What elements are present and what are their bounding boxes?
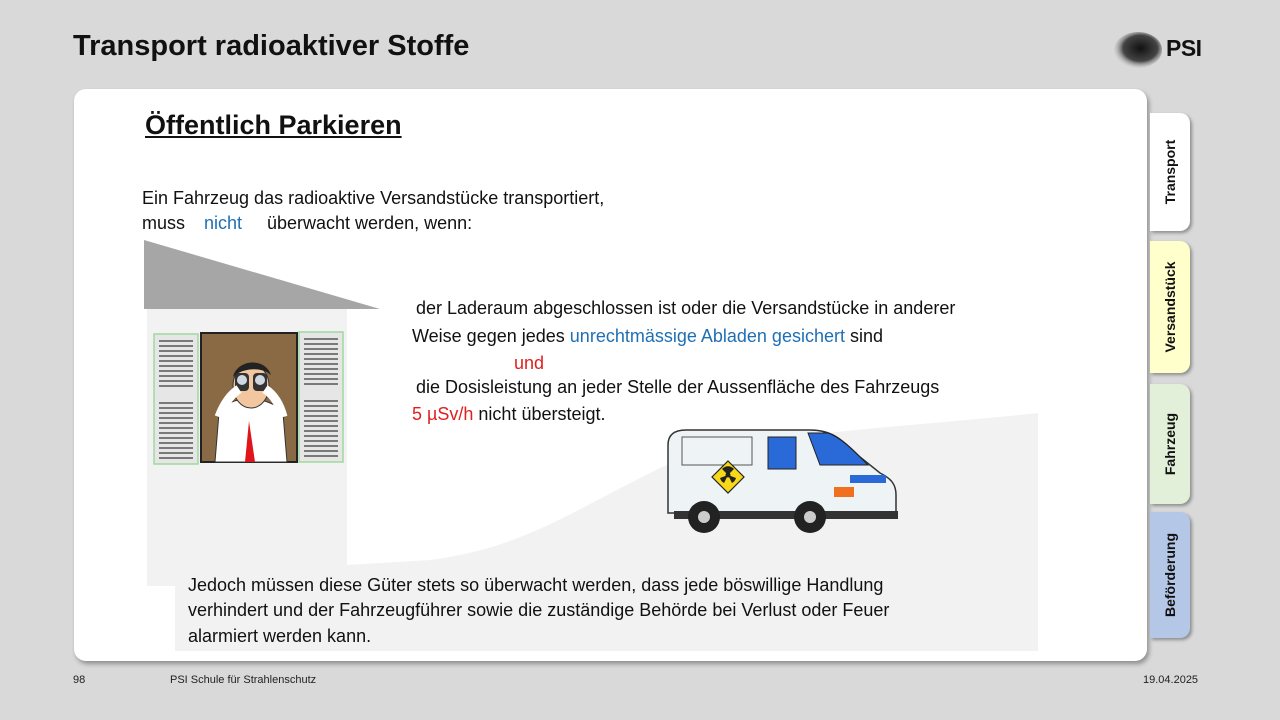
- condition-1-line-2-end: sind: [849, 326, 884, 346]
- bottom-text-line-3: alarmiert werden kann.: [188, 626, 372, 646]
- condition-2-line-1: die Dosisleistung an jeder Stelle der Aussenfläche des Fahrzeugs: [416, 377, 940, 397]
- condition-2-highlight: 5 µSv/h: [412, 404, 474, 424]
- condition-1-line-2: [412, 325, 883, 347]
- condition-2-line-2: [412, 403, 606, 425]
- man-with-binoculars-icon: [153, 331, 345, 467]
- van-with-radioactive-label-icon: [660, 425, 900, 540]
- condition-1-highlight: unrechtmässige Abladen gesichert: [569, 326, 845, 346]
- condition-1-line-1: der Laderaum abgeschlossen ist oder die Versandstücke in anderer: [416, 298, 956, 318]
- footer-school: PSI Schule für Strahlenschutz: [170, 674, 317, 686]
- tab-befoerderung-label: Beförderung: [1162, 533, 1178, 617]
- tab-transport[interactable]: [1150, 113, 1190, 231]
- intro-line-1: Ein Fahrzeug das radioaktive Versandstücke transportiert,: [142, 188, 605, 208]
- tab-fahrzeug[interactable]: [1150, 384, 1190, 504]
- bottom-text-line-2: verhindert und der Fahrzeugführer sowie die zuständige Behörde bei Verlust oder Feuer: [188, 600, 890, 620]
- tab-versandstueck[interactable]: [1150, 241, 1190, 373]
- tab-fahrzeug-label: Fahrzeug: [1162, 412, 1178, 476]
- condition-2-line-2-end: nicht übersteigt.: [478, 404, 606, 424]
- tab-befoerderung[interactable]: [1150, 512, 1190, 638]
- slide-title: Transport radioaktiver Stoffe: [73, 30, 470, 62]
- condition-1-line-2-start: Weise gegen jedes: [412, 326, 565, 346]
- section-heading: Öffentlich Parkieren: [145, 110, 402, 140]
- tab-versandstueck-label: Versandstück: [1162, 261, 1178, 353]
- footer-date: 19.04.2025: [1143, 674, 1199, 686]
- connector-und: und: [514, 353, 545, 373]
- page-number: 98: [73, 674, 86, 686]
- intro-line-2-end: überwacht werden, wenn:: [267, 213, 473, 233]
- bottom-text-line-1: Jedoch müssen diese Güter stets so überwacht werden, dass jede böswillige Handlung: [188, 575, 884, 595]
- psi-logo-text: PSI: [1166, 35, 1202, 61]
- intro-line-2-start: muss: [142, 213, 186, 233]
- intro-highlight-nicht: nicht: [204, 213, 243, 233]
- tab-transport-label: Transport: [1162, 139, 1178, 205]
